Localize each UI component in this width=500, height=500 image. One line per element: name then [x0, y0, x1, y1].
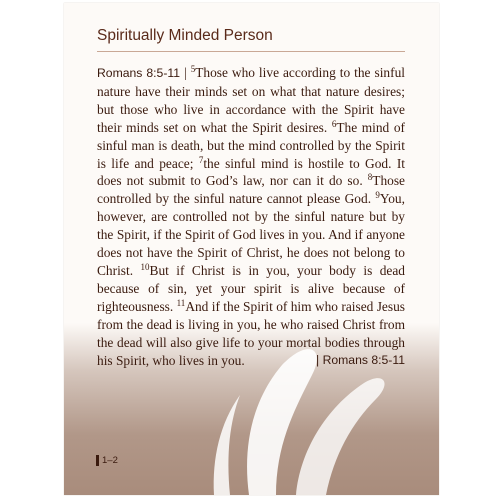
- verse-number: 10: [140, 262, 150, 273]
- verse-text: You, however, are controlled not by the sinful nature but by the Spirit, if the Spirit of God lives in you. And if anyone does not have the Spirit of Christ, he does not belong to Christ.: [97, 191, 405, 278]
- verse-number: 8: [367, 172, 373, 183]
- verse-card: [64, 3, 439, 495]
- verse-text: The mind of sinful man is death, but the mind controlled by the Spirit is life and peace;: [97, 119, 405, 171]
- verse-number: 5: [190, 64, 196, 75]
- verse-text: But if Christ is in you, your body is dead because of sin, yet your spirit is alive because of righteousness.: [97, 262, 405, 314]
- verse-text: Those controlled by the sinful nature cannot please God.: [97, 173, 405, 207]
- verse-text: Those who live according to the sinful nature have their minds set on what that nature desires; but those who live in accordance with the Spirit have their minds set on what the Spirit desires.: [97, 65, 405, 135]
- verse-number: 9: [375, 190, 380, 201]
- card-title: Spiritually Minded Person: [97, 27, 273, 44]
- scripture-passage: [97, 64, 405, 369]
- verse-number: 11: [176, 297, 186, 308]
- passage-reference: Romans 8:5-11: [97, 66, 181, 80]
- title-divider: [97, 51, 405, 52]
- reference-separator: |: [184, 65, 187, 80]
- closing-reference: | Romans 8:5-11: [316, 352, 405, 367]
- verse-number: 7: [198, 154, 204, 165]
- verse-text: the sinful mind is hostile to God. It does not submit to God’s law, nor can it do so.: [97, 155, 405, 189]
- bar-marker-icon: [96, 455, 99, 466]
- card-number: 1–2: [102, 455, 118, 466]
- verse-text: And if the Spirit of him who raised Jesus from the dead is living in you, he who raised Christ from the dead will also give life to your mortal bodies through his Spirit, who lives in you.: [97, 298, 405, 368]
- card-footer: [96, 455, 118, 466]
- verse-number: 6: [331, 118, 337, 129]
